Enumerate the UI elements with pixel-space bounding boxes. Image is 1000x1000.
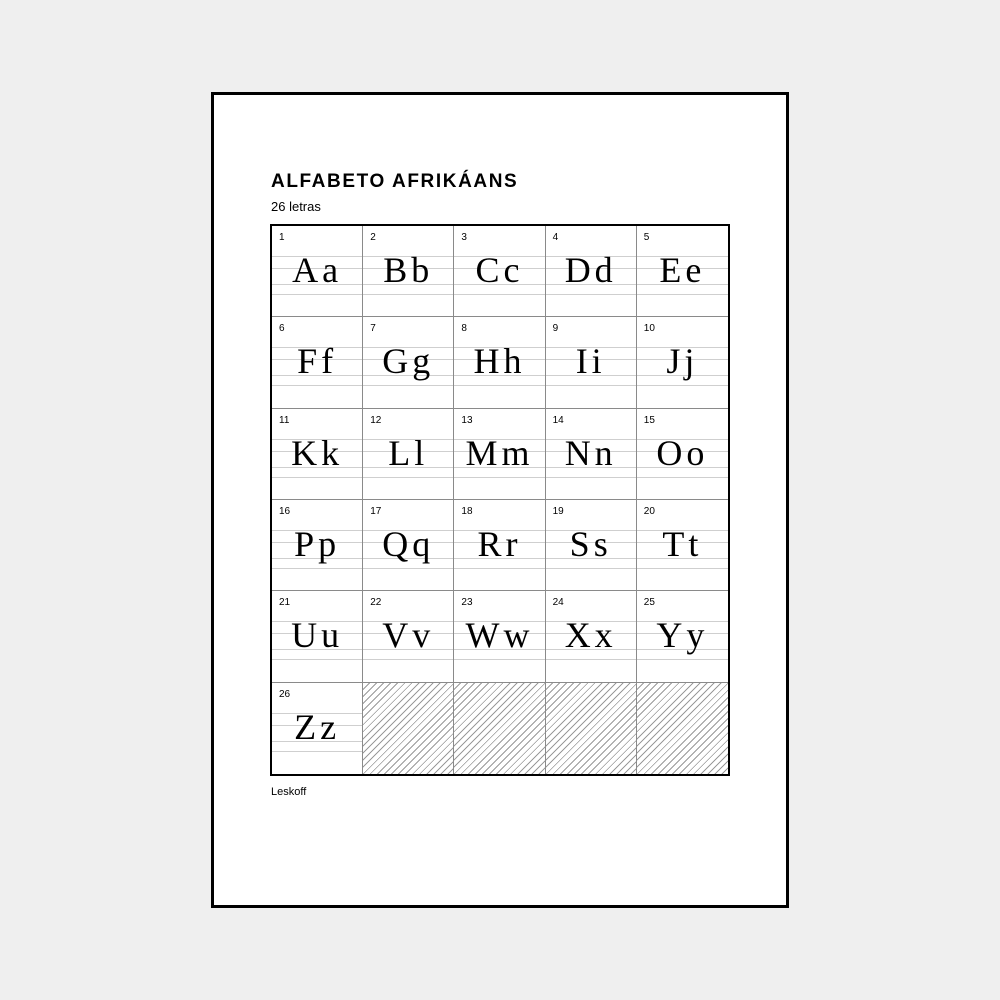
- letter-cell: [546, 409, 637, 500]
- guide-line: [363, 477, 453, 478]
- letter-number: 25: [643, 597, 655, 609]
- letter-number: 12: [370, 414, 382, 426]
- letter-cell: [637, 317, 728, 408]
- guide-line: [272, 751, 362, 752]
- letter-pair: Zz: [294, 706, 341, 747]
- letter-pair: Kk: [291, 432, 344, 473]
- letter-cell: [272, 409, 363, 500]
- letter-cell: [363, 500, 454, 591]
- letter-pair: Ww: [465, 615, 534, 656]
- letter-cell: [454, 317, 545, 408]
- letter-pair: Xx: [564, 615, 617, 656]
- guide-line: [272, 385, 362, 386]
- letter-pair: Jj: [666, 341, 699, 382]
- guide-line: [637, 294, 728, 295]
- letter-pair: Nn: [564, 432, 617, 473]
- letter-cell: [546, 226, 637, 317]
- poster-subtitle: 26 letras: [271, 199, 321, 214]
- letter-pair: Qq: [382, 524, 435, 564]
- letter-pair: Gg: [382, 341, 435, 382]
- letter-number: 5: [643, 232, 650, 243]
- letter-pair: Mm: [465, 432, 534, 473]
- letter-number: 23: [461, 597, 473, 609]
- guide-line: [546, 568, 636, 569]
- letter-cell: [272, 591, 363, 682]
- letter-pair: Ss: [569, 524, 612, 564]
- letter-pair: Hh: [473, 341, 526, 382]
- letter-cell: [272, 683, 363, 774]
- letter-number: 13: [461, 414, 473, 426]
- letter-cell: [272, 317, 363, 408]
- letter-pair: Ee: [659, 250, 706, 290]
- letter-pair: Bb: [383, 250, 434, 290]
- empty-hatched-cell: [546, 683, 637, 774]
- letter-pair: Rr: [477, 524, 522, 564]
- letter-number: 22: [370, 597, 382, 609]
- letter-number: 21: [279, 597, 291, 609]
- letter-cell: [363, 409, 454, 500]
- letter-cell: [546, 500, 637, 591]
- letter-cell: [637, 500, 728, 591]
- guide-line: [272, 477, 362, 478]
- letter-cell: [272, 500, 363, 591]
- guide-line: [272, 294, 362, 295]
- guide-line: [363, 385, 453, 386]
- guide-line: [454, 568, 544, 569]
- letter-number: 17: [370, 506, 382, 517]
- letter-number: 16: [279, 506, 291, 517]
- letter-pair: Uu: [291, 615, 344, 656]
- letter-number: 1: [279, 232, 285, 243]
- brand-logo: Leskoff: [271, 786, 307, 798]
- letter-cell: [637, 591, 728, 682]
- letter-cell: [272, 226, 363, 317]
- letter-cell: [637, 409, 728, 500]
- letter-number: 20: [643, 506, 655, 517]
- letter-pair: Aa: [292, 250, 343, 290]
- guide-line: [454, 385, 544, 386]
- letter-number: 4: [552, 232, 559, 243]
- empty-hatched-cell: [637, 683, 728, 774]
- letter-number: 24: [552, 597, 564, 609]
- letter-pair: Pp: [294, 524, 341, 564]
- letter-number: 9: [552, 323, 559, 335]
- guide-line: [363, 659, 453, 660]
- guide-line: [546, 294, 636, 295]
- poster-title: ALFABETO AFRIKÁANS: [271, 171, 519, 192]
- guide-line: [454, 659, 544, 660]
- letter-pair: Yy: [656, 615, 709, 656]
- letter-number: 6: [279, 323, 285, 335]
- empty-hatched-cell: [363, 683, 454, 774]
- letter-cell: [363, 591, 454, 682]
- letter-pair: Vv: [382, 615, 435, 656]
- letter-number: 26: [279, 688, 291, 700]
- guide-line: [546, 477, 636, 478]
- guide-line: [272, 659, 362, 660]
- letter-cell: [546, 317, 637, 408]
- letter-number: 18: [461, 506, 473, 517]
- letter-number: 10: [643, 323, 655, 335]
- letter-pair: Ff: [297, 341, 338, 382]
- guide-line: [272, 568, 362, 569]
- alphabet-poster: [211, 92, 789, 908]
- empty-hatched-cell: [454, 683, 545, 774]
- letter-number: 15: [643, 414, 655, 426]
- guide-line: [363, 294, 453, 295]
- letter-cell: [454, 226, 545, 317]
- guide-line: [454, 477, 544, 478]
- letter-number: 8: [461, 323, 467, 335]
- guide-line: [363, 568, 453, 569]
- guide-line: [637, 477, 728, 478]
- letter-cell: [454, 500, 545, 591]
- letter-cell: [363, 226, 454, 317]
- letter-cell: [637, 226, 728, 317]
- guide-line: [546, 385, 636, 386]
- letter-number: 11: [279, 414, 290, 426]
- guide-line: [637, 385, 728, 386]
- letter-cell: [454, 591, 545, 682]
- letter-grid: [270, 224, 730, 776]
- letter-pair: Ii: [575, 341, 606, 382]
- letter-number: 14: [552, 414, 564, 426]
- letter-cell: [454, 409, 545, 500]
- letter-pair: Cc: [475, 250, 524, 290]
- letter-number: 3: [461, 232, 467, 243]
- letter-cell: [546, 591, 637, 682]
- letter-number: 2: [370, 232, 376, 243]
- guide-line: [637, 659, 728, 660]
- letter-pair: Dd: [564, 250, 617, 290]
- letter-pair: Oo: [656, 432, 709, 473]
- guide-line: [637, 568, 728, 569]
- letter-number: 19: [552, 506, 564, 517]
- guide-line: [454, 294, 544, 295]
- letter-cell: [363, 317, 454, 408]
- guide-line: [546, 659, 636, 660]
- letter-number: 7: [370, 323, 376, 335]
- letter-pair: Ll: [388, 432, 429, 473]
- letter-pair: Tt: [662, 524, 703, 564]
